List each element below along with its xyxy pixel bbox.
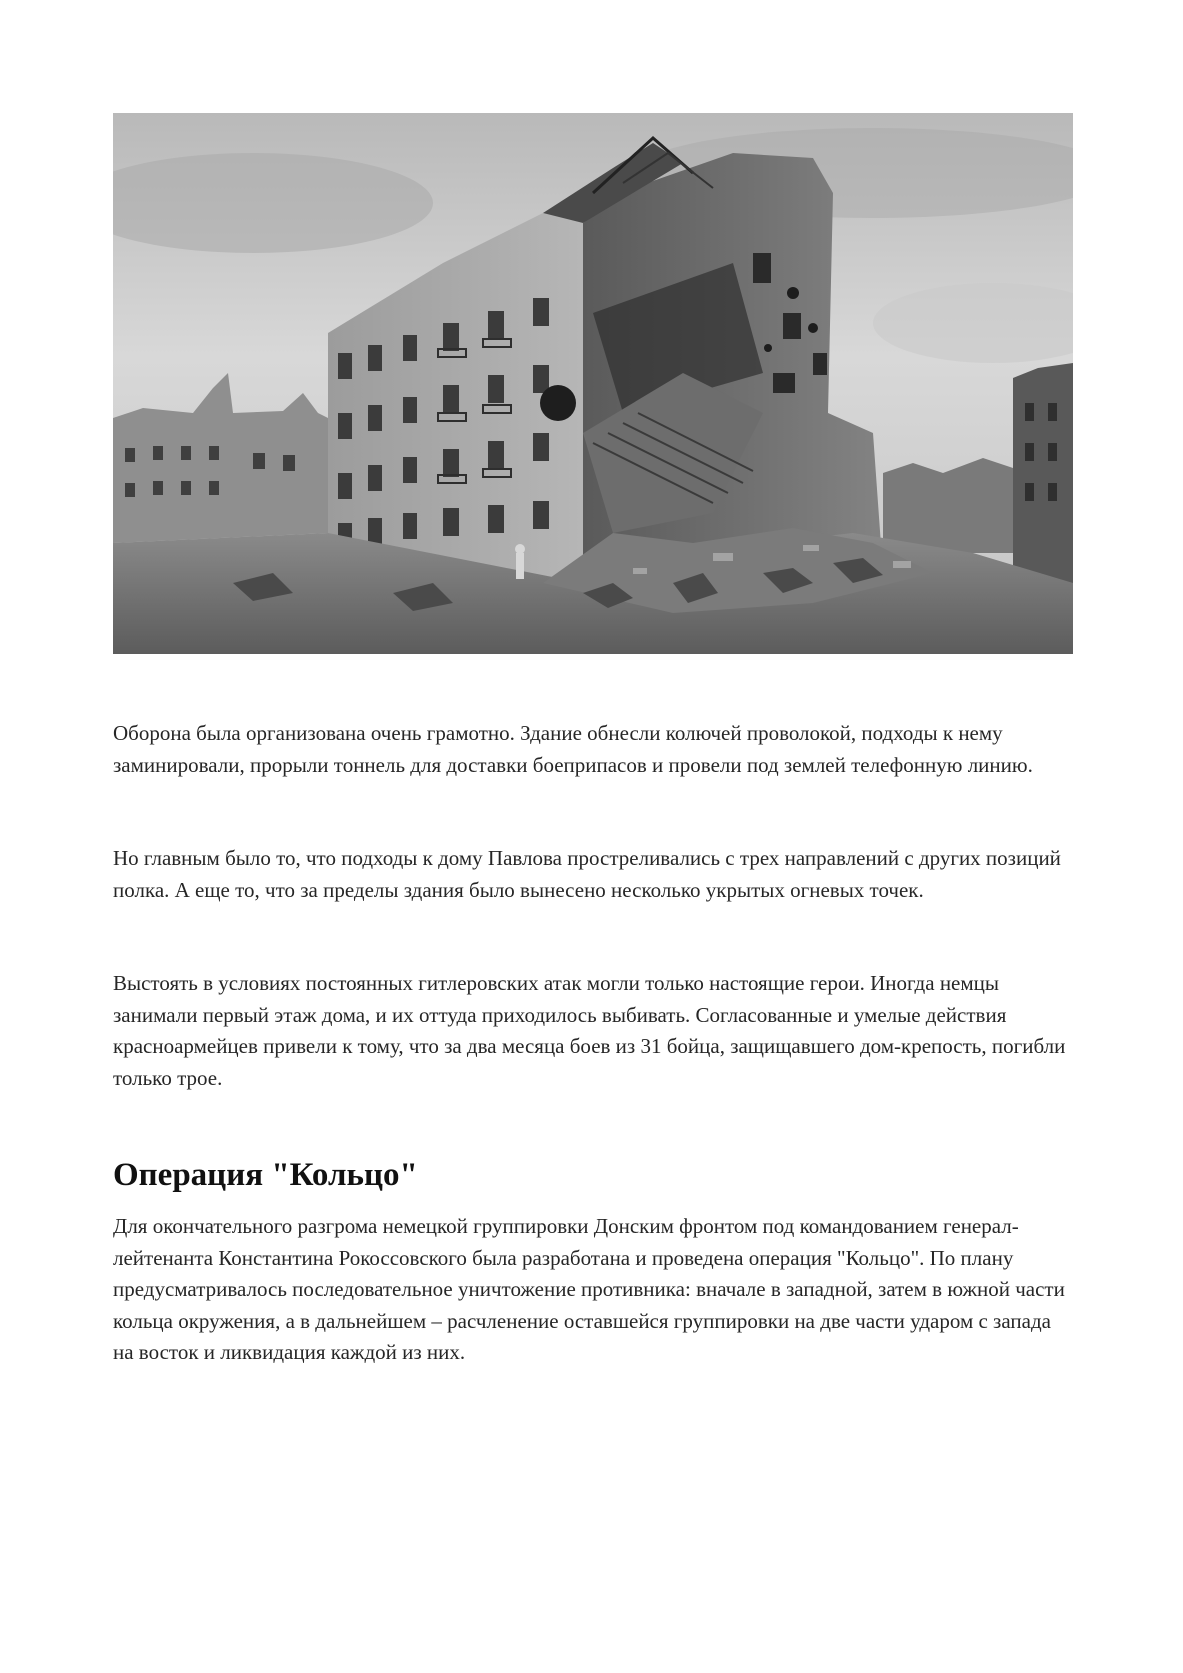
section-heading: Операция "Кольцо" [113,1157,418,1193]
paragraph-crossfire: Но главным было то, что подходы к дому Павлова простреливались с трех направлений с других позиций полка. А еще то, что за пределы здания было вынесено несколько укрытых огневых точек. [113,846,1061,902]
paragraph-operation-ring: Для окончательного разгрома немецкой группировки Донским фронтом под командованием генерал-лейтенанта Константина Рокоссовского была разработана и проведена операция "Кольцо". По плану предусматривалось последовательное уничтожение противника: вначале в западной, затем в южной части кольца окружения, а в дальнейшем – расчленение оставшейся группировки на две части ударом с запада на восток и ликвидация каждой из них. [113,1214,1065,1364]
ruined-building-photo [113,113,1073,654]
paragraph-heroes: Выстоять в условиях постоянных гитлеровских атак могли только настоящие герои. Иногда немцы занимали первый этаж дома, и их оттуда приходилось выбивать. Согласованные и умелые действия красноармейцев привели к тому, что за два месяца боев из 31 бойца, защищавшего дом-крепость, погибли только трое. [113,971,1066,1090]
paragraph-defense: Оборона была организована очень грамотно. Здание обнесли колючей проволокой, подходы к нему заминировали, прорыли тоннель для доставки боеприпасов и провели под землей телефонную линию. [113,721,1033,777]
